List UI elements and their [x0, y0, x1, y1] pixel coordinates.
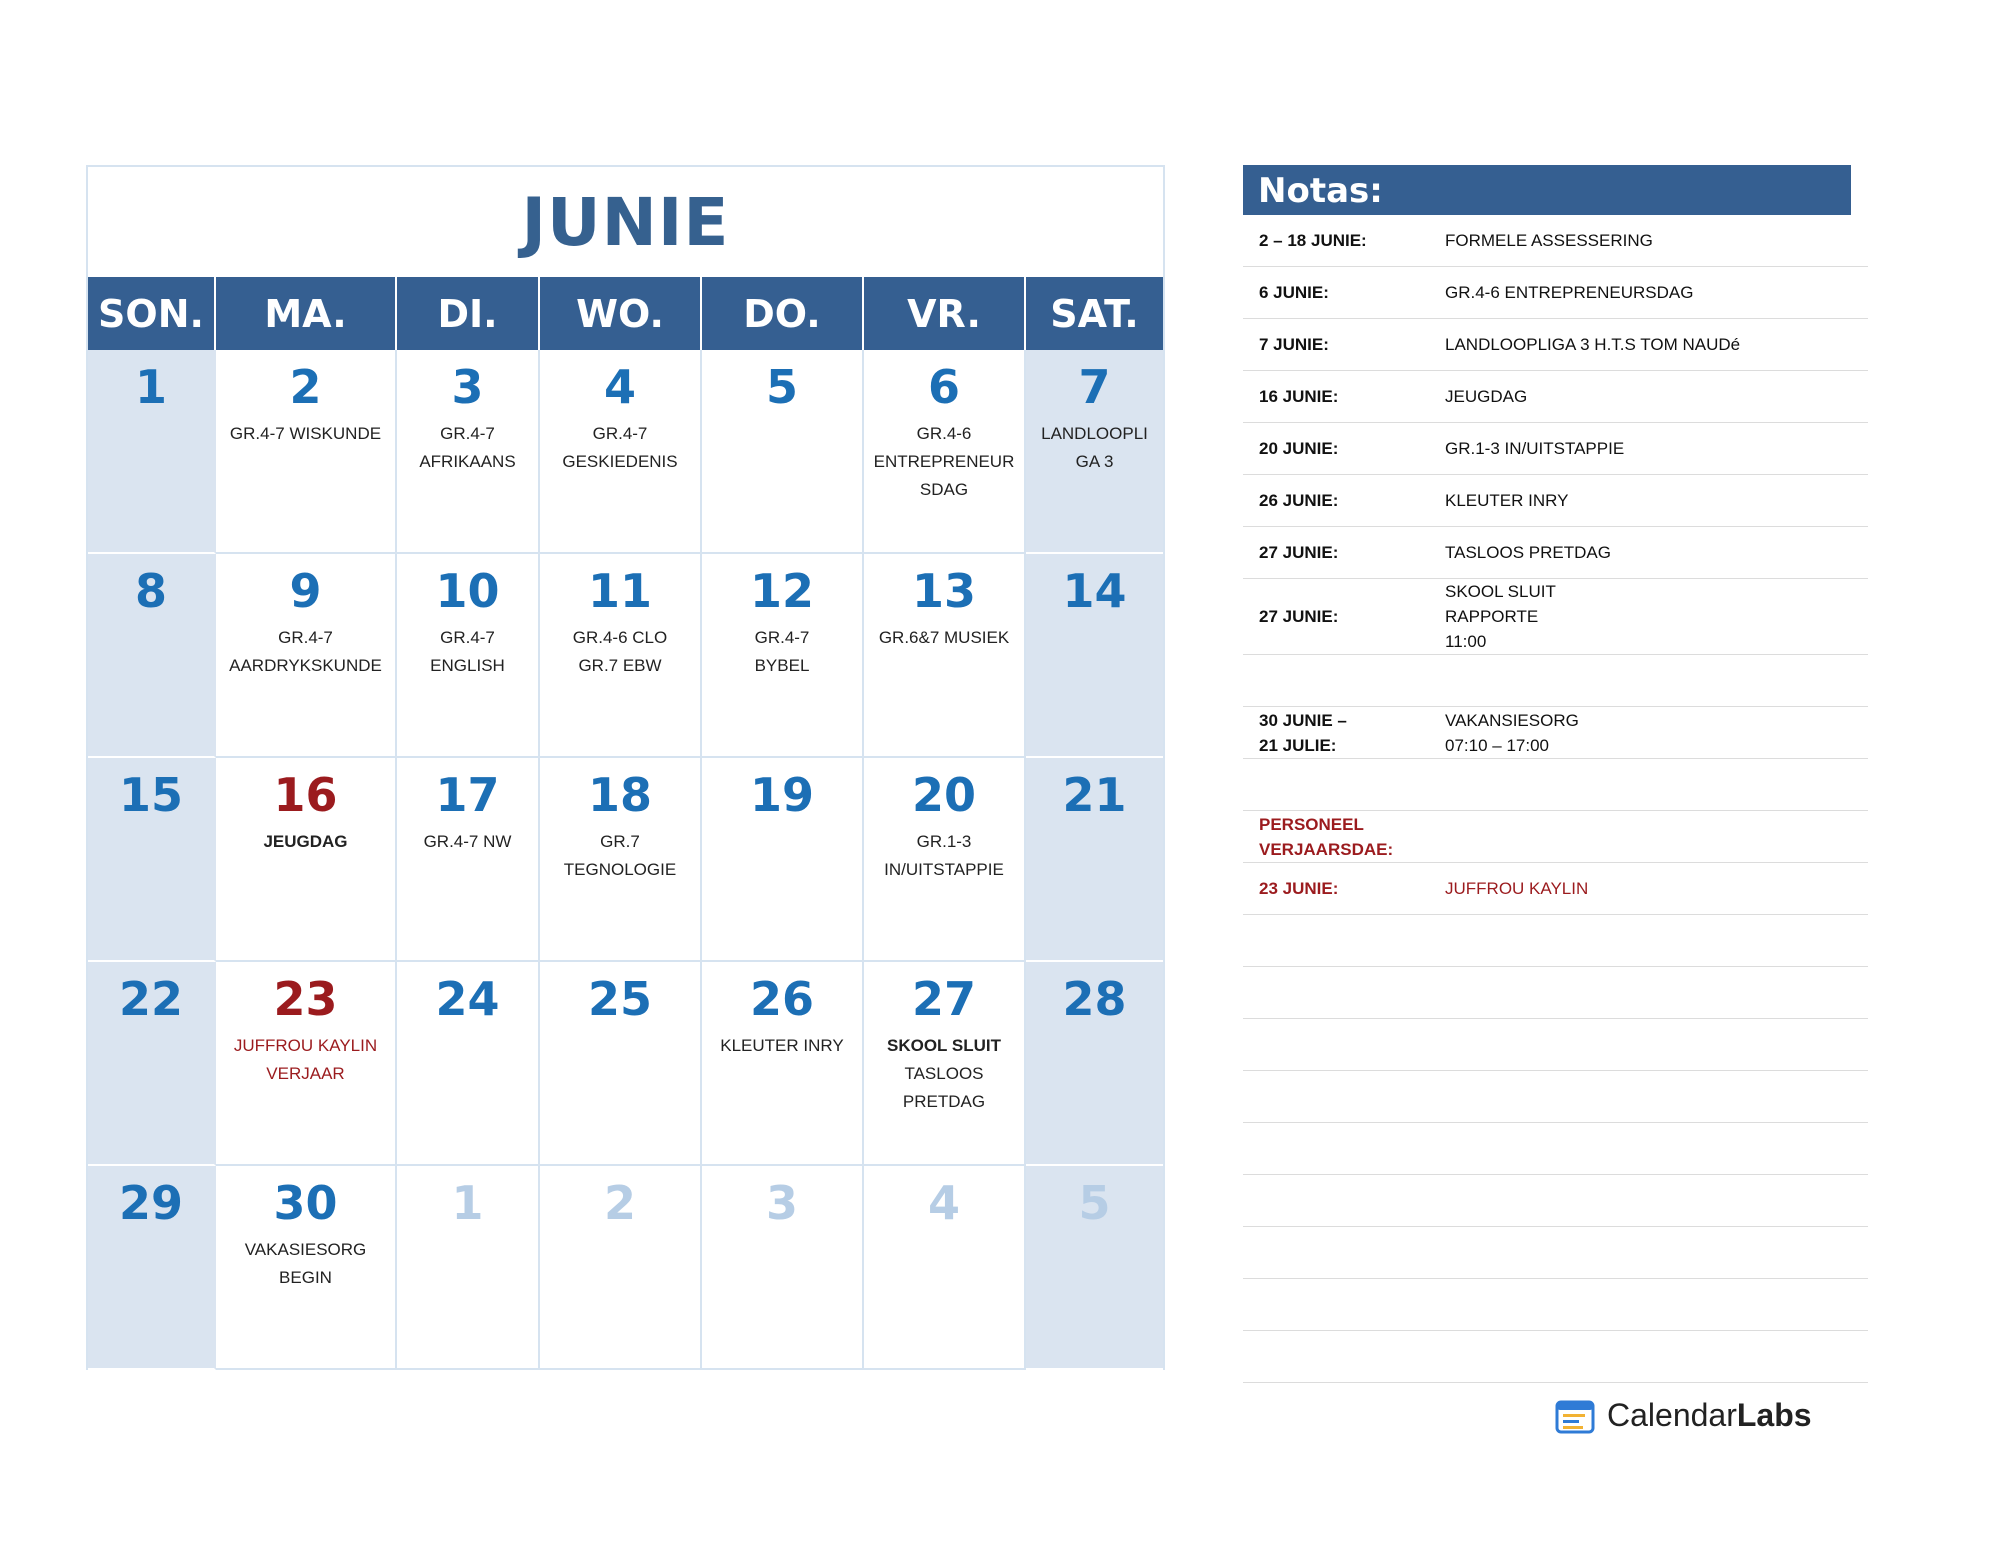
event-line: GR.4-7	[440, 424, 495, 443]
note-row	[1243, 215, 1868, 267]
event-line: GR.1-3	[916, 832, 972, 851]
day-cell[interactable]	[216, 554, 397, 758]
note-date: 20 JUNIE:	[1259, 439, 1339, 458]
calendar-grid	[88, 350, 1163, 1370]
note-date: 27 JUNIE:	[1259, 607, 1339, 626]
day-number: 5	[765, 360, 798, 414]
calendar-icon	[1555, 1396, 1599, 1434]
note-description: SKOOL SLUIT RAPPORTE 11:00	[1445, 582, 1556, 651]
event-line: JUFFROU KAYLIN	[233, 1036, 378, 1055]
day-event	[702, 624, 862, 680]
weekday-label: DI.	[397, 277, 540, 350]
day-number: 20	[911, 768, 976, 822]
event-line: AFRIKAANS	[419, 452, 516, 471]
day-number: 29	[118, 1176, 183, 1230]
note-description: LANDLOOPLIGA 3 H.T.S TOM NAUDé	[1445, 335, 1741, 354]
day-number: 27	[911, 972, 976, 1026]
day-cell[interactable]	[702, 1166, 864, 1370]
notes-panel	[1243, 165, 1868, 1383]
day-event	[397, 828, 538, 856]
note-row	[1243, 423, 1868, 475]
event-line: GR.6&7 MUSIEK	[878, 628, 1010, 647]
day-cell[interactable]	[702, 758, 864, 962]
note-row	[1243, 655, 1868, 707]
day-cell[interactable]	[397, 1166, 540, 1370]
day-cell[interactable]	[88, 554, 216, 758]
event-line: KLEUTER INRY	[720, 1036, 844, 1055]
day-number: 9	[289, 564, 322, 618]
day-number: 18	[587, 768, 652, 822]
day-number: 4	[603, 360, 636, 414]
note-row	[1243, 759, 1868, 811]
event-line: GR.4-7	[440, 628, 495, 647]
note-description: KLEUTER INRY	[1445, 491, 1569, 510]
event-line: GR.4-7 WISKUNDE	[229, 424, 382, 443]
day-number: 8	[134, 564, 167, 618]
weekday-label: WO.	[540, 277, 702, 350]
day-cell[interactable]	[397, 350, 540, 554]
day-number: 17	[435, 768, 500, 822]
day-number: 5	[1078, 1176, 1111, 1230]
day-number: 19	[749, 768, 814, 822]
event-line: SDAG	[919, 480, 969, 499]
note-row	[1243, 811, 1868, 863]
note-description: GR.1-3 IN/UITSTAPPIE	[1445, 439, 1625, 458]
day-event	[864, 828, 1024, 884]
notes-list	[1243, 215, 1868, 1383]
day-cell[interactable]	[88, 1166, 216, 1370]
day-cell[interactable]	[1026, 554, 1163, 758]
day-number: 21	[1062, 768, 1127, 822]
day-event	[540, 420, 700, 476]
day-event	[702, 1032, 862, 1060]
day-event	[216, 420, 395, 448]
note-description: JEUGDAG	[1445, 387, 1528, 406]
day-number: 6	[927, 360, 960, 414]
event-line: BEGIN	[279, 1268, 332, 1287]
day-number: 24	[435, 972, 500, 1026]
event-line: BYBEL	[754, 656, 810, 675]
event-line: GR.4-6 CLO	[572, 628, 668, 647]
event-line: TEGNOLOGIE	[563, 860, 677, 879]
day-cell[interactable]	[540, 962, 702, 1166]
day-cell[interactable]	[397, 962, 540, 1166]
event-line: AARDRYKSKUNDE	[229, 656, 382, 675]
day-event	[1026, 420, 1163, 476]
day-number: 11	[587, 564, 652, 618]
logo-text: CalendarLabs	[1607, 1396, 1812, 1433]
event-line: GR.7 EBW	[578, 656, 662, 675]
note-description: JUFFROU KAYLIN	[1445, 879, 1589, 898]
day-cell[interactable]	[702, 350, 864, 554]
event-line: GR.4-7	[754, 628, 810, 647]
weekday-label: DO.	[702, 277, 864, 350]
day-number: 26	[749, 972, 814, 1026]
day-number: 3	[765, 1176, 798, 1230]
day-cell[interactable]	[702, 554, 864, 758]
month-title: JUNIE	[521, 183, 730, 261]
note-row	[1243, 371, 1868, 423]
day-number: 12	[749, 564, 814, 618]
event-line: GR.4-7 NW	[423, 832, 512, 851]
weekday-label: MA.	[216, 277, 397, 350]
day-cell[interactable]	[88, 758, 216, 962]
note-row	[1243, 579, 1868, 655]
day-event	[864, 420, 1024, 504]
event-line: IN/UITSTAPPIE	[884, 860, 1004, 879]
day-event	[864, 1032, 1024, 1116]
note-row	[1243, 1019, 1868, 1071]
note-date: 27 JUNIE:	[1259, 543, 1339, 562]
note-row	[1243, 319, 1868, 371]
note-row	[1243, 1071, 1868, 1123]
calendarlabs-logo	[1555, 1396, 1812, 1434]
note-description: VAKANSIESORG 07:10 – 17:00	[1445, 710, 1579, 755]
note-row	[1243, 1279, 1868, 1331]
event-line: ENTREPRENEUR	[873, 452, 1015, 471]
day-cell[interactable]	[1026, 758, 1163, 962]
note-row	[1243, 1227, 1868, 1279]
note-row	[1243, 863, 1868, 915]
event-line: PRETDAG	[902, 1092, 986, 1111]
day-cell[interactable]	[1026, 350, 1163, 554]
day-event	[397, 624, 538, 680]
note-date: 26 JUNIE:	[1259, 491, 1339, 510]
note-date: 6 JUNIE:	[1259, 283, 1329, 302]
day-number: 7	[1078, 360, 1111, 414]
note-date: 7 JUNIE:	[1259, 335, 1329, 354]
day-cell[interactable]	[88, 350, 216, 554]
day-cell[interactable]	[216, 350, 397, 554]
calendar	[86, 165, 1165, 1370]
event-line: LANDLOOPLI	[1041, 424, 1148, 443]
note-date: 16 JUNIE:	[1259, 387, 1339, 406]
day-number: 15	[118, 768, 183, 822]
event-line: GR.7	[600, 832, 640, 851]
day-cell[interactable]	[216, 758, 397, 962]
day-cell[interactable]	[864, 554, 1026, 758]
note-date: 2 – 18 JUNIE:	[1259, 231, 1367, 250]
day-number: 2	[289, 360, 322, 414]
weekday-label: VR.	[864, 277, 1026, 350]
event-line: GESKIEDENIS	[562, 452, 678, 471]
note-row	[1243, 527, 1868, 579]
day-cell[interactable]	[88, 962, 216, 1166]
notes-title: Notas:	[1243, 165, 1851, 215]
day-number: 30	[273, 1176, 338, 1230]
event-line: GA 3	[1075, 452, 1114, 471]
day-number: 1	[134, 360, 167, 414]
day-number: 23	[273, 972, 338, 1026]
note-date: 23 JUNIE:	[1259, 879, 1339, 898]
event-line: GR.4-6	[916, 424, 972, 443]
note-date: PERSONEEL VERJAARSDAE:	[1259, 814, 1394, 859]
note-row	[1243, 707, 1868, 759]
day-event	[216, 624, 395, 680]
day-cell[interactable]	[540, 758, 702, 962]
day-number: 14	[1062, 564, 1127, 618]
day-cell[interactable]	[864, 350, 1026, 554]
day-cell[interactable]	[864, 758, 1026, 962]
event-line: GR.4-7	[278, 628, 333, 647]
day-event	[540, 624, 700, 680]
note-row	[1243, 1331, 1868, 1383]
day-cell[interactable]	[1026, 962, 1163, 1166]
day-number: 1	[451, 1176, 484, 1230]
event-line: SKOOL SLUIT	[887, 1036, 1001, 1055]
note-description: GR.4-6 ENTREPRENEURSDAG	[1445, 283, 1694, 302]
day-cell[interactable]	[1026, 1166, 1163, 1370]
day-number: 3	[451, 360, 484, 414]
day-cell[interactable]	[397, 554, 540, 758]
event-line: ENGLISH	[430, 656, 505, 675]
note-row	[1243, 967, 1868, 1019]
day-number: 25	[587, 972, 652, 1026]
day-cell[interactable]	[540, 1166, 702, 1370]
day-event	[216, 828, 395, 856]
day-cell[interactable]	[397, 758, 540, 962]
event-line: TASLOOS	[904, 1064, 984, 1083]
day-number: 13	[911, 564, 976, 618]
day-number: 22	[118, 972, 183, 1026]
day-cell[interactable]	[540, 554, 702, 758]
event-line: VERJAAR	[266, 1064, 345, 1083]
day-number: 10	[435, 564, 500, 618]
note-date: 30 JUNIE – 21 JULIE:	[1259, 710, 1347, 755]
day-event	[864, 624, 1024, 652]
weekday-label: SON.	[88, 277, 216, 350]
weekday-header	[88, 277, 1163, 350]
note-row	[1243, 1123, 1868, 1175]
day-cell[interactable]	[864, 1166, 1026, 1370]
day-cell[interactable]	[864, 962, 1026, 1166]
note-row	[1243, 267, 1868, 319]
note-row	[1243, 1175, 1868, 1227]
day-event	[540, 828, 700, 884]
day-number: 4	[927, 1176, 960, 1230]
day-cell[interactable]	[216, 1166, 397, 1370]
note-row	[1243, 475, 1868, 527]
weekday-label: SAT.	[1026, 277, 1163, 350]
event-line: VAKASIESORG	[244, 1240, 367, 1259]
day-cell[interactable]	[216, 962, 397, 1166]
event-line: JEUGDAG	[263, 832, 348, 851]
day-number: 28	[1062, 972, 1127, 1026]
note-description: FORMELE ASSESSERING	[1445, 231, 1653, 250]
day-event	[216, 1032, 395, 1088]
day-event	[397, 420, 538, 476]
event-line: GR.4-7	[592, 424, 648, 443]
note-description: TASLOOS PRETDAG	[1445, 543, 1611, 562]
note-row	[1243, 915, 1868, 967]
day-number: 2	[603, 1176, 636, 1230]
day-cell[interactable]	[702, 962, 864, 1166]
day-cell[interactable]	[540, 350, 702, 554]
day-number: 16	[273, 768, 338, 822]
day-event	[216, 1236, 395, 1292]
